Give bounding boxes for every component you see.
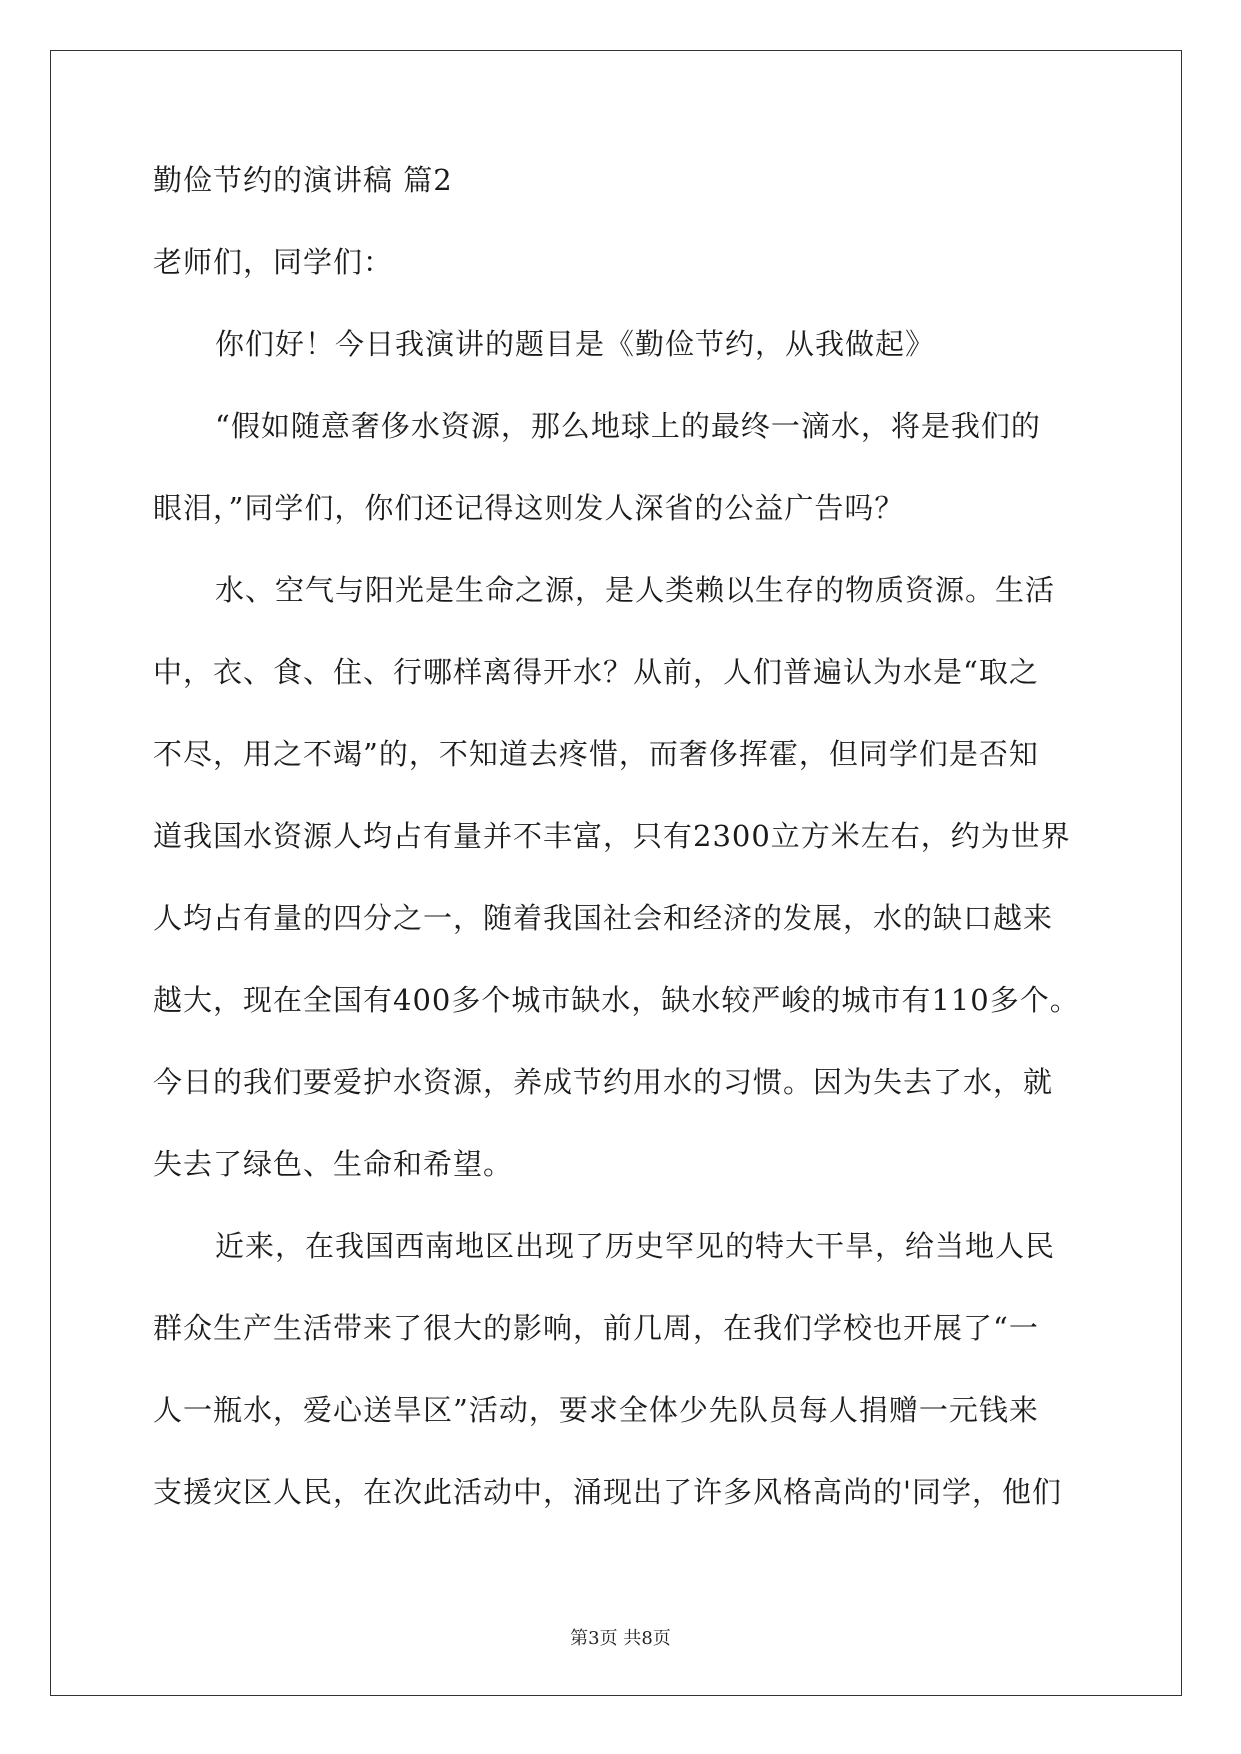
paragraph-line: 道我国水资源人均占有量并不丰富，只有2300立方米左右，约为世界 <box>153 819 1071 853</box>
paragraph-line: “假如随意奢侈水资源，那么地球上的最终一滴水，将是我们的 <box>215 409 1041 443</box>
paragraph-line: 失去了绿色、生命和希望。 <box>153 1147 514 1181</box>
document-title: 勤俭节约的演讲稿 篇2 <box>153 163 453 197</box>
paragraph-line: 你们好！今日我演讲的题目是《勤俭节约，从我做起》 <box>215 327 936 361</box>
page-footer: 第3页 共8页 <box>570 1628 671 1649</box>
paragraph-line: 水、空气与阳光是生命之源，是人类赖以生存的物质资源。生活 <box>215 573 1056 607</box>
paragraph-line: 眼泪，”同学们，你们还记得这则发人深省的公益广告吗？ <box>153 491 905 525</box>
paragraph-line: 不尽，用之不竭”的，不知道去疼惜，而奢侈挥霍，但同学们是否知 <box>153 737 1039 771</box>
paragraph-line: 支援灾区人民，在次此活动中，涌现出了许多风格高尚的'同学，他们 <box>153 1475 1062 1509</box>
paragraph-line: 今日的我们要爱护水资源，养成节约用水的习惯。因为失去了水，就 <box>153 1065 1054 1099</box>
greeting: 老师们，同学们： <box>153 245 394 279</box>
paragraph-line: 越大，现在全国有400多个城市缺水，缺水较严峻的城市有110多个。 <box>153 983 1080 1017</box>
paragraph-line: 中，衣、食、住、行哪样离得开水？从前，人们普遍认为水是“取之 <box>153 655 1039 689</box>
paragraph-line: 人均占有量的四分之一，随着我国社会和经济的发展，水的缺口越来 <box>153 901 1054 935</box>
paragraph-line: 近来，在我国西南地区出现了历史罕见的特大干旱，给当地人民 <box>215 1229 1056 1263</box>
paragraph-line: 人一瓶水，爱心送旱区”活动，要求全体少先队员每人捐赠一元钱来 <box>153 1393 1039 1427</box>
document-body <box>153 162 1093 1556</box>
paragraph-line: 群众生产生活带来了很大的影响，前几周，在我们学校也开展了“一 <box>153 1311 1039 1345</box>
